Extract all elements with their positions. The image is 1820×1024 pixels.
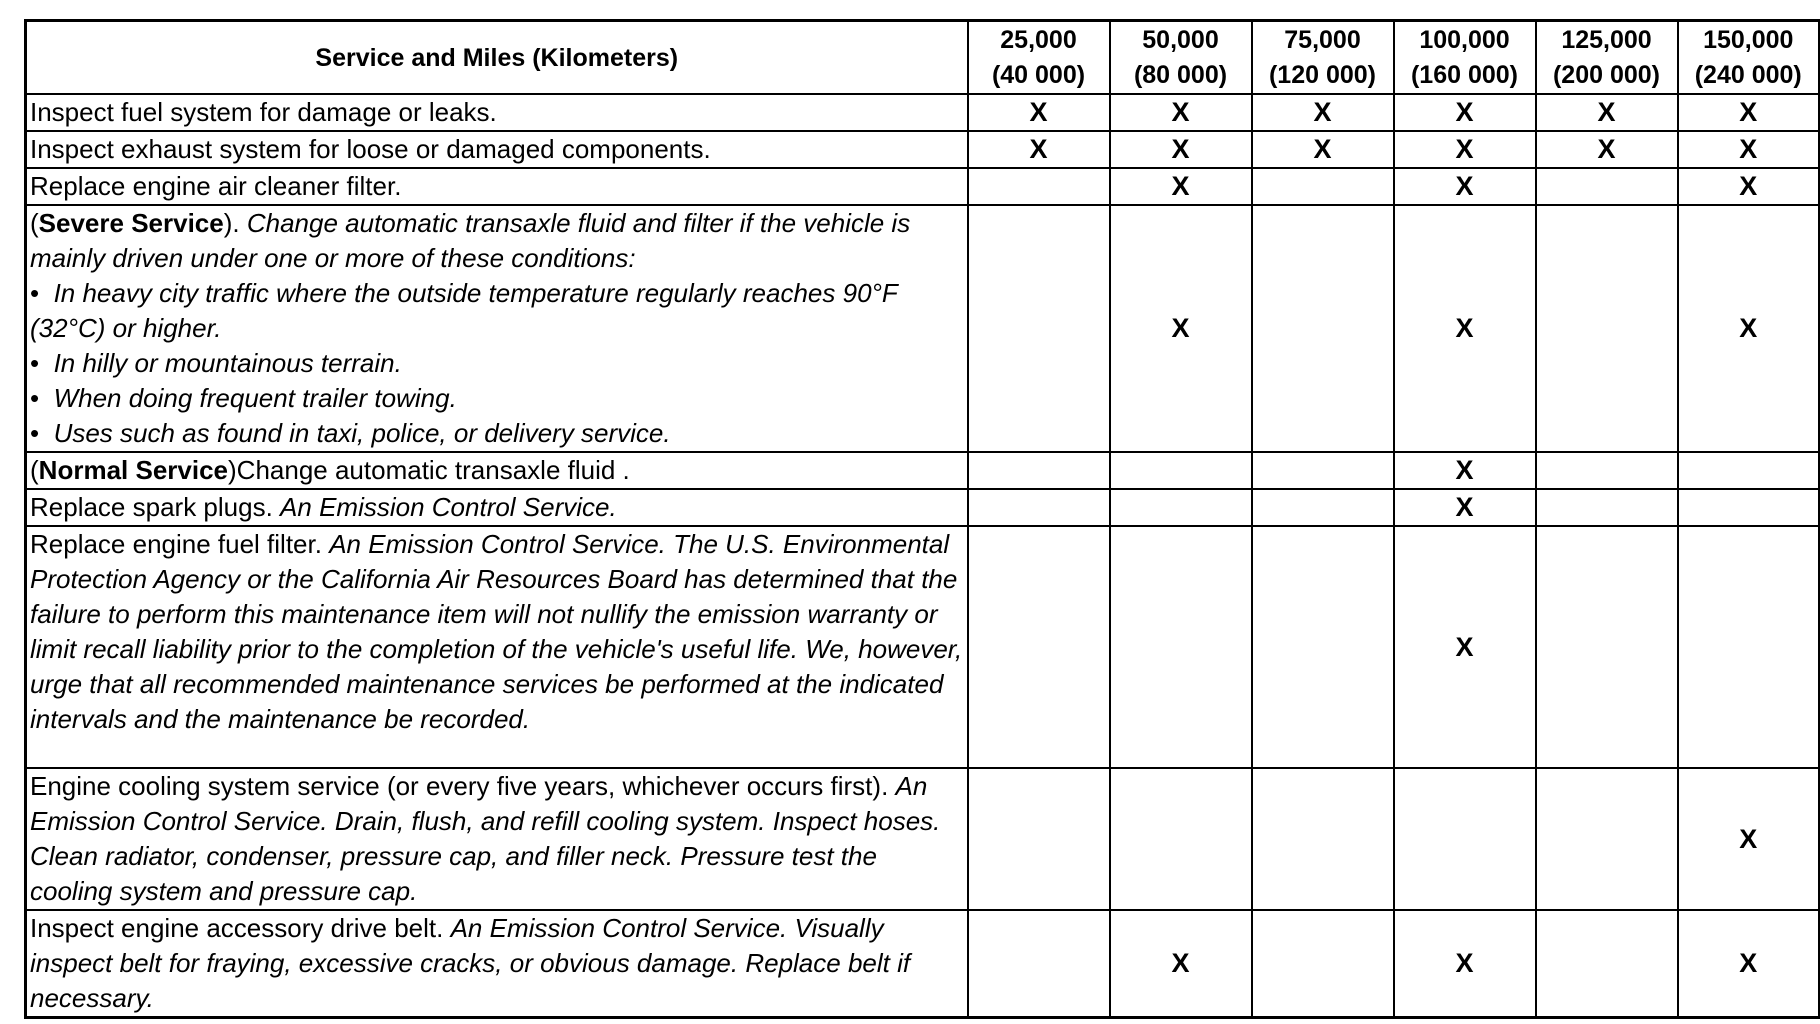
interval-mark <box>1678 452 1820 489</box>
table-row-normal-service <box>26 452 1820 489</box>
condition-bullet <box>30 416 964 451</box>
interval-mark <box>1536 168 1678 205</box>
interval-mark <box>1252 205 1394 452</box>
interval-km: (120 000) <box>1268 61 1377 89</box>
table-row <box>26 910 1820 1018</box>
interval-mark: X <box>1110 910 1252 1018</box>
table-row <box>26 131 1820 168</box>
interval-mark <box>968 526 1110 768</box>
interval-mark: X <box>968 94 1110 131</box>
interval-miles: 50,000 <box>1142 26 1219 54</box>
header-row <box>26 21 1820 95</box>
service-description <box>26 910 968 1018</box>
interval-mark: X <box>1678 205 1820 452</box>
interval-mark: X <box>1394 489 1536 526</box>
interval-mark: X <box>1110 131 1252 168</box>
interval-km: (40 000) <box>991 61 1086 89</box>
interval-mark <box>1252 452 1394 489</box>
interval-header-25000 <box>968 21 1110 95</box>
service-description <box>26 526 968 768</box>
interval-mark <box>1252 526 1394 768</box>
condition-text: In hilly or mountainous terrain. <box>53 348 402 378</box>
interval-km: (200 000) <box>1552 61 1661 89</box>
condition-text: When doing frequent trailer towing. <box>53 383 457 413</box>
interval-mark <box>1678 526 1820 768</box>
interval-header-75000 <box>1252 21 1394 95</box>
interval-mark <box>1536 910 1678 1018</box>
service-text: Inspect fuel system for damage or leaks. <box>30 97 497 127</box>
maintenance-table <box>24 19 1820 1019</box>
service-text: Engine cooling system service (or every five years, whichever occurs first). <box>30 771 889 801</box>
interval-mark <box>968 168 1110 205</box>
interval-header-100000 <box>1394 21 1536 95</box>
interval-miles: 25,000 <box>1000 26 1077 54</box>
table-row <box>26 489 1820 526</box>
bullet-icon: • <box>30 418 40 448</box>
interval-mark: X <box>1394 526 1536 768</box>
condition-bullet <box>30 276 964 346</box>
interval-mark <box>1252 910 1394 1018</box>
interval-mark: X <box>1678 168 1820 205</box>
interval-mark: X <box>1110 168 1252 205</box>
normal-service-label: Normal Service <box>38 455 228 485</box>
interval-mark <box>1536 526 1678 768</box>
condition-bullet <box>30 346 964 381</box>
paren-close: ) <box>228 455 237 485</box>
interval-mark <box>1110 768 1252 910</box>
interval-mark <box>1536 452 1678 489</box>
interval-mark: X <box>1678 131 1820 168</box>
interval-mark: X <box>1678 94 1820 131</box>
interval-mark <box>968 489 1110 526</box>
interval-mark: X <box>1394 205 1536 452</box>
service-description <box>26 168 968 205</box>
interval-mark <box>1536 489 1678 526</box>
service-description <box>26 94 968 131</box>
interval-mark <box>1110 526 1252 768</box>
service-note: An Emission Control Service. Visually inspect belt for fraying, excessive cracks, or obvious damage. Replace belt if necessary. <box>30 913 911 1013</box>
interval-mark <box>1252 489 1394 526</box>
service-column-header: Service and Miles (Kilometers) <box>26 21 968 95</box>
paren-open: ( <box>30 455 39 485</box>
condition-text: In heavy city traffic where the outside temperature regularly reaches 90°F (32°C) or higher. <box>30 278 898 343</box>
interval-miles: 125,000 <box>1561 26 1652 54</box>
paren-close: ). <box>223 208 240 238</box>
interval-mark <box>1536 205 1678 452</box>
interval-mark <box>1678 489 1820 526</box>
service-note: Change automatic transaxle fluid and filter if the vehicle is mainly driven under one or more of these conditions: <box>30 208 911 273</box>
service-description <box>26 205 968 452</box>
interval-header-125000 <box>1536 21 1678 95</box>
service-description <box>26 131 968 168</box>
interval-mark <box>1110 452 1252 489</box>
service-text: Replace engine fuel filter. <box>30 529 322 559</box>
interval-km: (80 000) <box>1133 61 1228 89</box>
service-description <box>26 452 968 489</box>
service-note: An Emission Control Service. Drain, flush, and refill cooling system. Inspect hoses. Clean radiator, condenser, pressure cap, and filler neck. Pressure test the cooling system and pressure cap. <box>30 771 941 906</box>
interval-mark: X <box>1252 94 1394 131</box>
table-row <box>26 168 1820 205</box>
interval-mark: X <box>1536 131 1678 168</box>
interval-miles: 100,000 <box>1419 26 1510 54</box>
table-row <box>26 526 1820 768</box>
interval-km: (160 000) <box>1410 61 1519 89</box>
bullet-icon: • <box>30 278 40 308</box>
interval-km: (240 000) <box>1694 61 1802 89</box>
interval-mark: X <box>1252 131 1394 168</box>
service-description <box>26 768 968 910</box>
interval-mark <box>968 205 1110 452</box>
service-note: An Emission Control Service. <box>280 492 617 522</box>
table-row-severe-service <box>26 205 1820 452</box>
interval-mark: X <box>1394 452 1536 489</box>
interval-mark <box>1394 768 1536 910</box>
interval-mark: X <box>1110 94 1252 131</box>
service-note: An Emission Control Service. The U.S. Environmental Protection Agency or the California Air Resources Board has determined that the failure to perform this maintenance item will not nullify the emission warranty or limit recall liability prior to the completion of the vehicle's useful life. We, however, urge that all recommended maintenance services be performed at the indicated intervals and the maintenance be recorded. <box>30 529 963 734</box>
interval-mark <box>968 910 1110 1018</box>
interval-mark: X <box>1394 94 1536 131</box>
interval-header-50000 <box>1110 21 1252 95</box>
interval-mark: X <box>1394 910 1536 1018</box>
interval-mark: X <box>1394 168 1536 205</box>
severe-service-label: Severe Service <box>38 208 224 238</box>
table-row <box>26 94 1820 131</box>
interval-mark <box>968 768 1110 910</box>
service-text: Replace spark plugs. <box>30 492 273 522</box>
maintenance-schedule <box>24 19 1818 1019</box>
interval-mark <box>1536 768 1678 910</box>
interval-mark <box>1110 489 1252 526</box>
bullet-icon: • <box>30 383 40 413</box>
service-description <box>26 489 968 526</box>
bullet-icon: • <box>30 348 40 378</box>
interval-mark <box>1252 168 1394 205</box>
paren-open: ( <box>30 208 39 238</box>
service-text: Inspect exhaust system for loose or damaged components. <box>30 134 711 164</box>
interval-miles: 75,000 <box>1284 26 1361 54</box>
interval-mark: X <box>1536 94 1678 131</box>
interval-mark: X <box>1394 131 1536 168</box>
interval-miles: 150,000 <box>1703 26 1794 54</box>
interval-mark: X <box>968 131 1110 168</box>
interval-mark: X <box>1678 910 1820 1018</box>
interval-header-150000 <box>1678 21 1820 95</box>
service-text: Inspect engine accessory drive belt. <box>30 913 444 943</box>
condition-bullet <box>30 381 964 416</box>
interval-mark <box>968 452 1110 489</box>
interval-mark: X <box>1110 205 1252 452</box>
service-text: Change automatic transaxle fluid . <box>236 455 630 485</box>
condition-text: Uses such as found in taxi, police, or delivery service. <box>53 418 671 448</box>
service-text: Replace engine air cleaner filter. <box>30 171 402 201</box>
interval-mark <box>1252 768 1394 910</box>
interval-mark: X <box>1678 768 1820 910</box>
table-row <box>26 768 1820 910</box>
